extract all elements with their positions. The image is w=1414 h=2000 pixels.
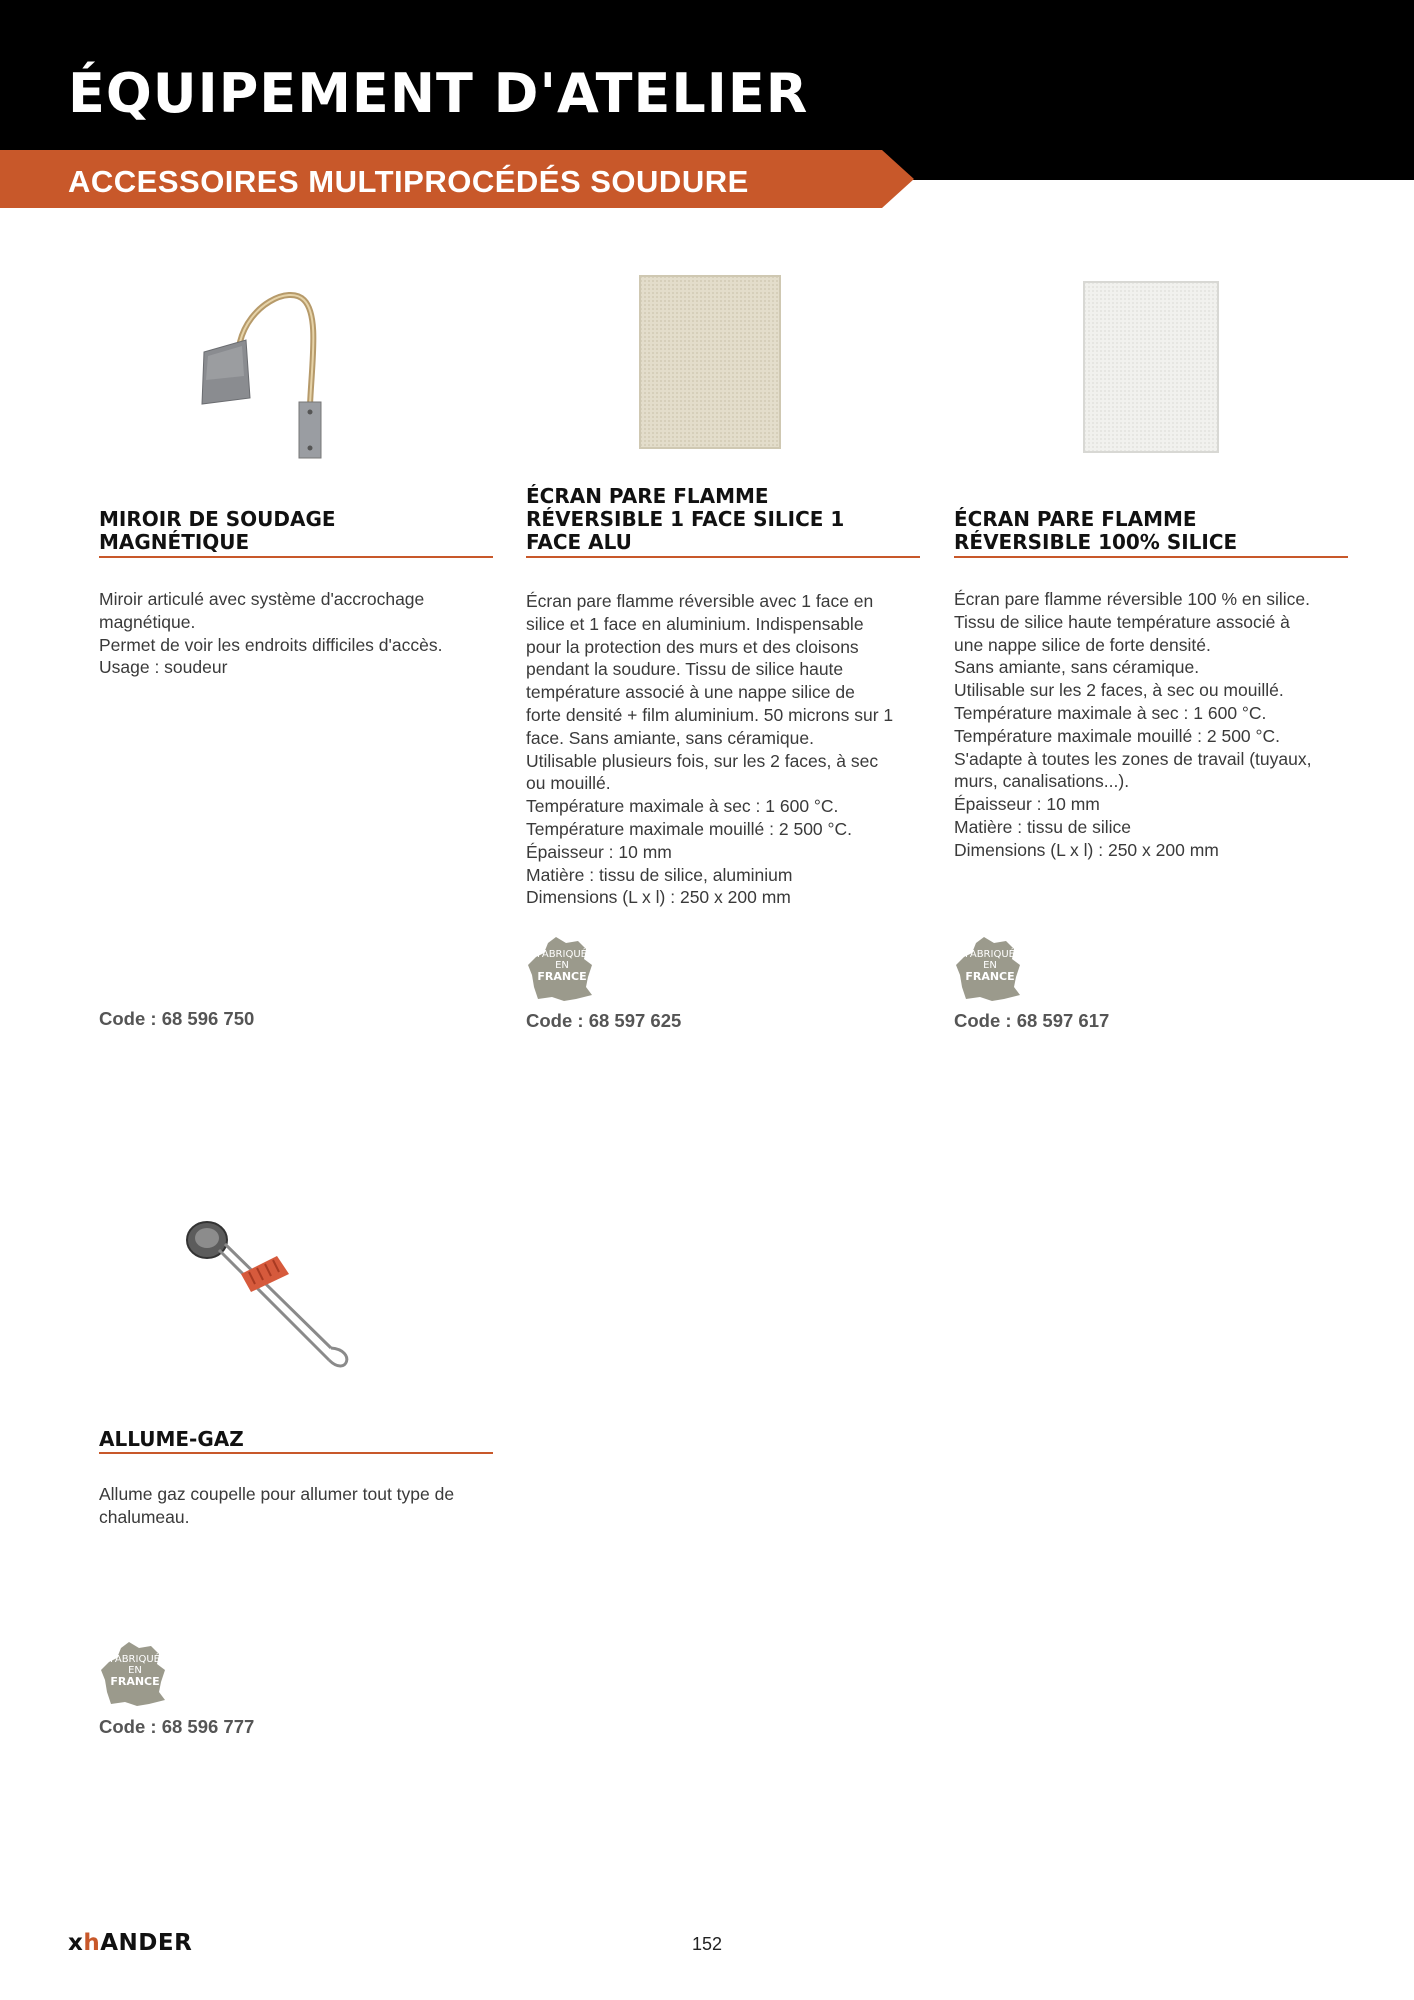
flame-screen-silica-image (1080, 278, 1222, 456)
page-number: 152 (691, 1934, 723, 1954)
badge-line3: FRANCE (110, 1675, 160, 1688)
product-title: ÉCRAN PARE FLAMME RÉVERSIBLE 1 FACE SILICE 1 FACE ALU (526, 484, 845, 554)
made-in-france-badge (526, 935, 598, 1003)
brand-part3: ANDER (100, 1930, 193, 1956)
made-in-france-badge (99, 1640, 171, 1708)
badge-line1: FABRIQUÉ (110, 1654, 160, 1665)
product-code: Code : 68 596 750 (99, 1008, 255, 1029)
product-code: Code : 68 597 625 (526, 1010, 682, 1031)
brand-part2: h (83, 1930, 101, 1956)
product-card-ecran-silice (954, 270, 1348, 1030)
product-description: Miroir articulé avec système d'accrochage magnétique. Permet de voir les endroits difficiles d'accès. Usage : soudeur (99, 589, 443, 678)
title-underline (99, 1452, 493, 1454)
badge-line1: FABRIQUÉ (965, 949, 1015, 960)
flame-screen-alu-image (636, 272, 784, 452)
product-description: Écran pare flamme réversible avec 1 face en silice et 1 face en aluminium. Indispensable pour la protection des murs et des cloisons pendant la soudure. Tissu de silice haute température associé à une nappe silice de forte densité + film aluminium. 50 microns sur 1 face. Sans amiante, sans céramique. Utilisable plusieurs fois, sur les 2 faces, à sec ou mouillé. Température maximale à sec : 1 600 °C. Température maximale mouillé : 2 500 °C. Épaisseur : 10 mm Matière : tissu de silice, aluminium Dimensions (L x l) : 250 x 200 mm (526, 591, 894, 908)
title-underline (954, 556, 1348, 558)
product-code: Code : 68 597 617 (954, 1010, 1110, 1031)
badge-line3: FRANCE (537, 970, 587, 983)
section-title: ACCESSOIRES MULTIPROCÉDÉS SOUDURE (68, 164, 749, 199)
badge-line1: FABRIQUÉ (537, 949, 587, 960)
badge-line2: EN (983, 960, 997, 971)
header-cutout (912, 180, 1414, 210)
product-title: ALLUME-GAZ (99, 1427, 244, 1451)
gas-lighter-image (179, 1210, 359, 1390)
product-description: Allume gaz coupelle pour allumer tout type de chalumeau. (99, 1484, 455, 1527)
badge-line2: EN (555, 960, 569, 971)
title-underline (99, 556, 493, 558)
title-underline (526, 556, 920, 558)
product-card-allume-gaz (99, 1190, 493, 1750)
product-description: Écran pare flamme réversible 100 % en silice. Tissu de silice haute température associé à une nappe silice de forte densité. Sans amiante, sans céramique. Utilisable sur les 2 faces, à sec ou mouillé. Température maximale à sec : 1 600 °C. Température maximale mouillé : 2 500 °C. S'adapte à toutes les zones de travail (tuyaux, murs, canalisations...). Épaisseur : 10 mm Matière : tissu de silice Dimensions (L x l) : 250 x 200 mm (954, 589, 1312, 860)
product-title: MIROIR DE SOUDAGE MAGNÉTIQUE (99, 507, 336, 554)
brand-part1: x (68, 1930, 84, 1956)
product-title: ÉCRAN PARE FLAMME RÉVERSIBLE 100% SILICE (954, 507, 1238, 554)
product-code: Code : 68 596 777 (99, 1716, 255, 1737)
welding-mirror-image (194, 280, 354, 470)
product-card-ecran-silice-alu (526, 270, 920, 1030)
badge-line3: FRANCE (965, 970, 1015, 983)
made-in-france-badge (954, 935, 1026, 1003)
product-card-miroir (99, 270, 493, 1030)
page-title: ÉQUIPEMENT D'ATELIER (68, 62, 809, 125)
badge-line2: EN (128, 1665, 142, 1676)
